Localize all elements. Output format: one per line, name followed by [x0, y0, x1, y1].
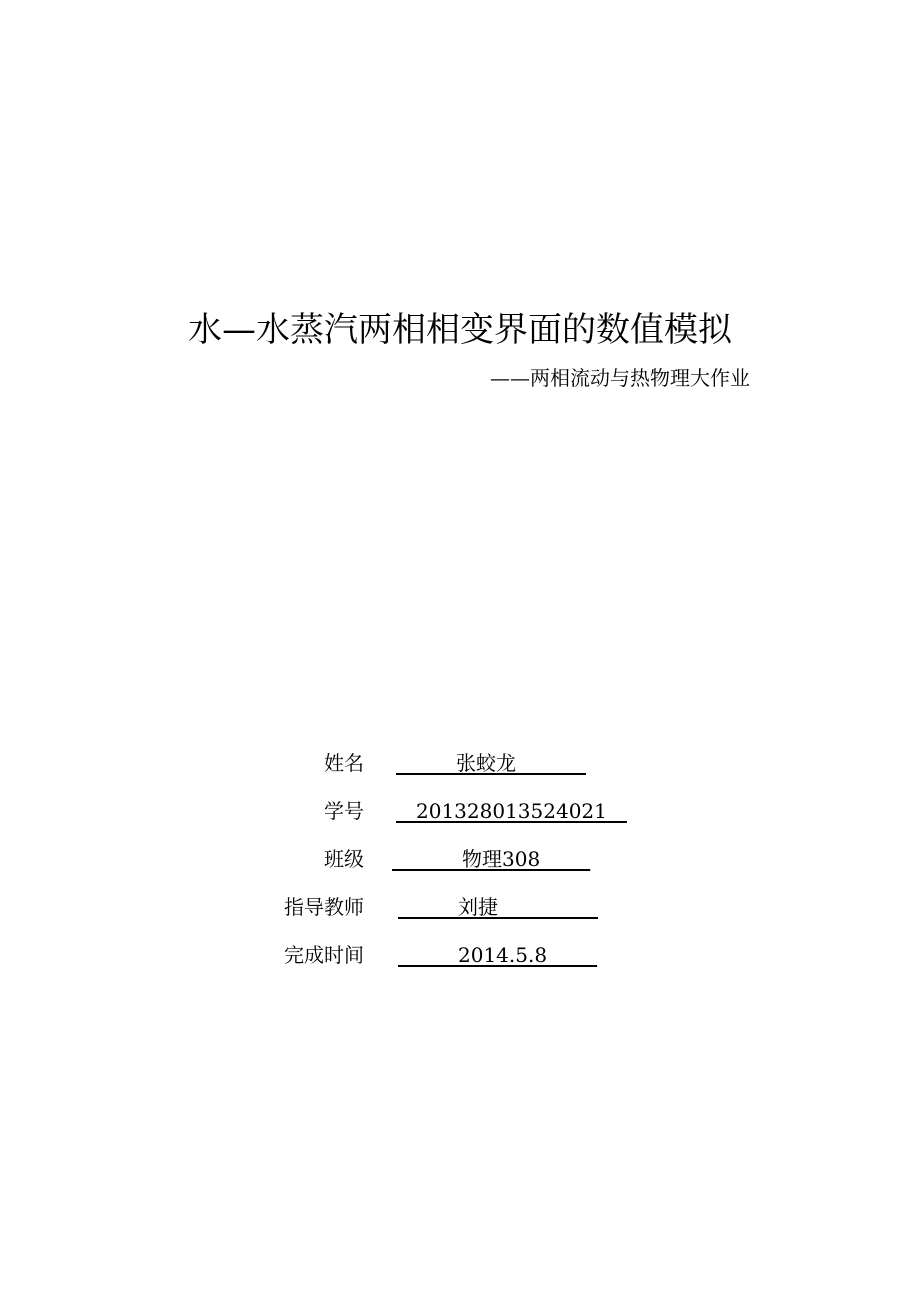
info-row-name — [0, 748, 920, 778]
completion-date-label: 完成时间 — [284, 943, 364, 967]
name-label: 姓名 — [324, 751, 364, 775]
info-row-completion-date — [0, 940, 920, 970]
name-value: ______张蛟龙_______ — [396, 751, 586, 775]
advisor-value: ______刘捷__________ — [398, 895, 598, 919]
student-id-value: __201328013524021__ — [396, 799, 627, 823]
student-id-label: 学号 — [324, 799, 364, 823]
document-title: 水—水蒸汽两相相变界面的数值模拟 — [188, 310, 732, 350]
info-row-class — [0, 844, 920, 874]
info-row-student-id — [0, 796, 920, 826]
class-label: 班级 — [324, 847, 364, 871]
document-subtitle: ——两相流动与热物理大作业 — [490, 366, 750, 390]
info-row-advisor — [0, 892, 920, 922]
completion-date-value: ______2014.5.8_____ — [398, 943, 598, 967]
class-value: _______物理308_____ — [392, 847, 591, 871]
advisor-label: 指导教师 — [284, 895, 364, 919]
